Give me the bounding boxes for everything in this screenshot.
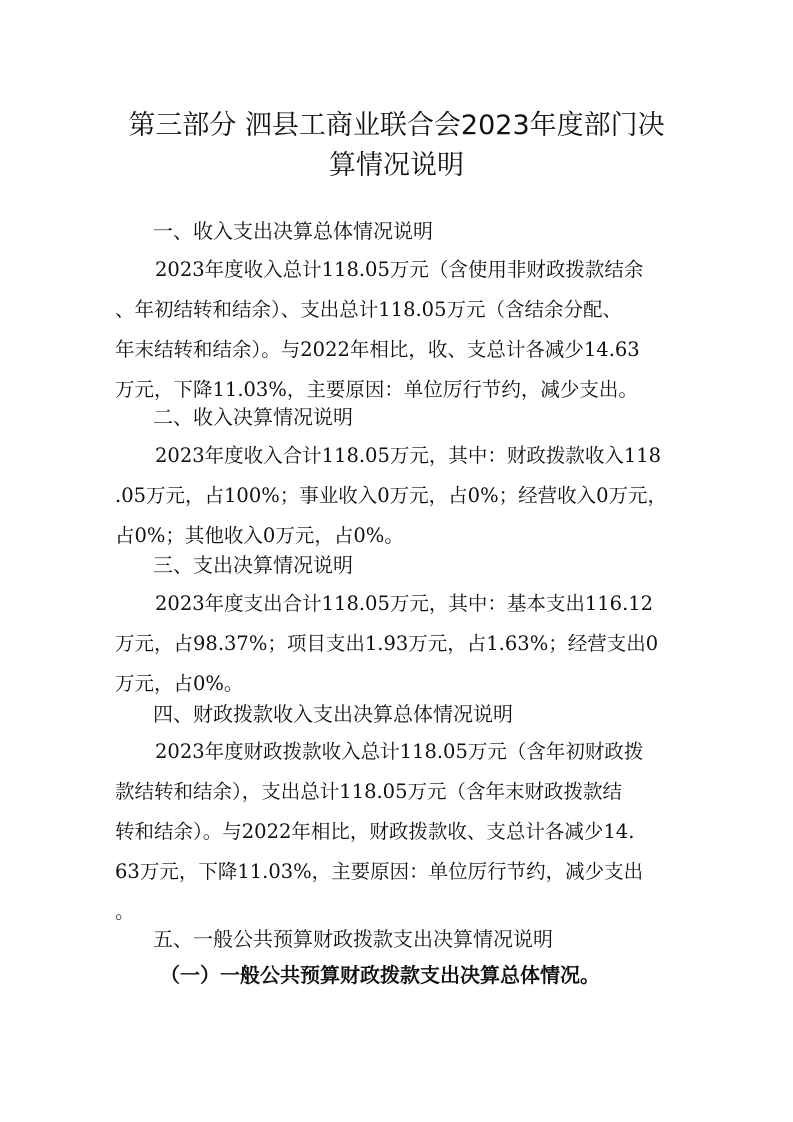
paragraph-line: 2023年度财政拨款收入总计118.05万元（含年初财政拨 — [155, 740, 644, 763]
paragraph-line: 63万元，下降11.03%，主要原因：单位厉行节约，减少支出 — [115, 860, 644, 883]
paragraph-line: 年末结转和结余）。与2022年相比，收、支总计各减少14.63 — [115, 338, 640, 361]
paragraph-line: 2023年度支出合计118.05万元，其中：基本支出116.12 — [155, 592, 654, 615]
paragraph-line: .05万元，占100%；事业收入0万元，占0%；经营收入0万元， — [115, 484, 668, 507]
paragraph-line: 2023年度收入合计118.05万元，其中：财政拨款收入118 — [155, 444, 662, 467]
section-paragraph-1 — [115, 250, 685, 410]
section-heading-2: 二、收入决算情况说明 — [153, 405, 353, 429]
paragraph-line: 转和结余）。与2022年相比，财政拨款收、支总计各减少14. — [115, 820, 635, 843]
paragraph-line: 款结转和结余），支出总计118.05万元（含年末财政拨款结 — [115, 780, 622, 803]
section-heading-3: 三、支出决算情况说明 — [153, 553, 353, 577]
paragraph-line: 万元，占0%。 — [115, 672, 244, 695]
page-title-line-2: 算情况说明 — [329, 150, 464, 181]
section-paragraph-2 — [115, 436, 685, 556]
section-paragraph-4 — [115, 732, 685, 932]
section-paragraph-3 — [115, 584, 685, 704]
section-heading-1: 一、收入支出决算总体情况说明 — [153, 219, 433, 243]
paragraph-line: 、年初结转和结余）、支出总计118.05万元（含结余分配、 — [115, 298, 622, 321]
page-title-line-1: 第三部分 泗县工商业联合会2023年度部门决 — [128, 110, 665, 141]
paragraph-line: 2023年度收入总计118.05万元（含使用非财政拨款结余 — [155, 258, 644, 281]
paragraph-line: 。 — [115, 900, 135, 923]
section-heading-4: 四、财政拨款收入支出决算总体情况说明 — [153, 702, 513, 726]
section-heading-5: 五、一般公共预算财政拨款支出决算情况说明 — [153, 927, 553, 951]
paragraph-line: 占0%；其他收入0万元，占0%。 — [115, 524, 404, 547]
subsection-heading: （一）一般公共预算财政拨款支出决算总体情况。 — [160, 963, 600, 987]
paragraph-line: 万元，下降11.03%，主要原因：单位厉行节约，减少支出。 — [115, 378, 638, 401]
paragraph-line: 万元，占98.37%；项目支出1.93万元，占1.63%；经营支出0 — [115, 632, 659, 655]
